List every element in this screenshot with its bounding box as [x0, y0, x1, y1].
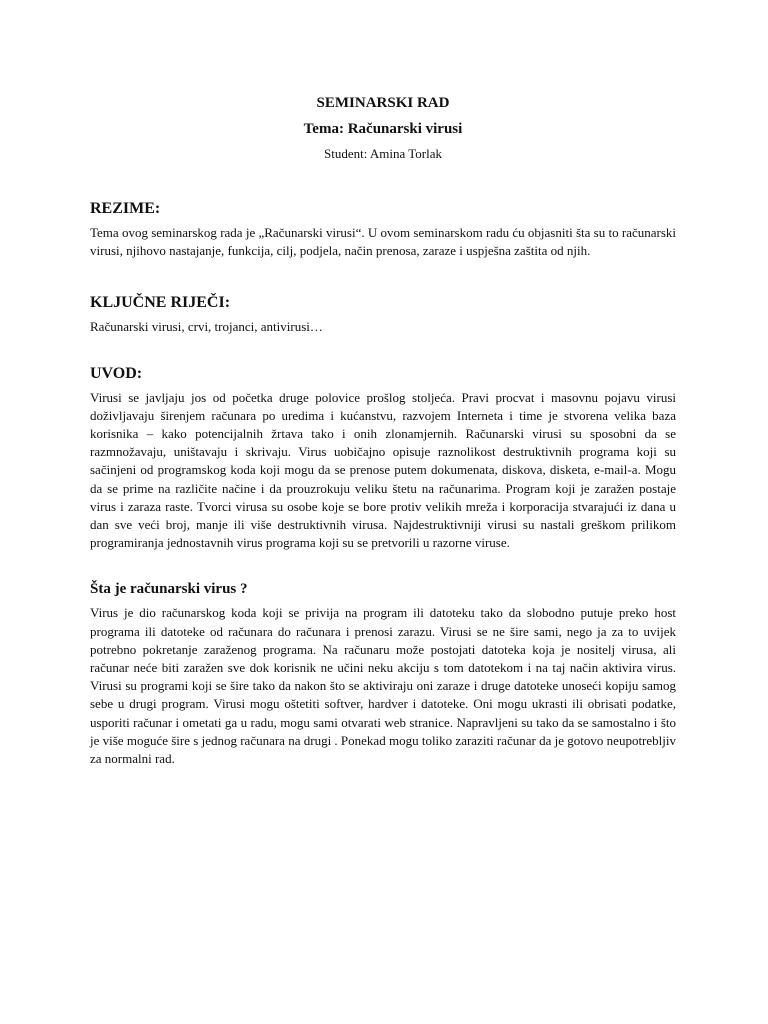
uvod-heading: UVOD: [90, 364, 143, 382]
kljucne-rijeci-text: Računarski virusi, crvi, trojanci, antivirusi… [90, 319, 323, 335]
document-subtitle: Tema: Računarski virusi [303, 121, 463, 137]
sta-je-virus-heading: Šta je računarski virus ? [90, 581, 248, 598]
document-title: SEMINARSKI RAD [316, 95, 450, 111]
document-author: Student: Amina Torlak [323, 146, 442, 161]
rezime-heading: REZIME: [90, 200, 161, 217]
kljucne-rijeci-heading: KLJUČNE RIJEČI: [90, 294, 231, 312]
rezime-text: Tema ovog seminarskog rada je „Računarski virusi“. U ovom seminarskom radu ću objasniti šta su to računarski virusi, njihovo nastajanje, funkcija, cilj, podjela, način prenosa, zaraze i uspješna zaštita od njih. [90, 225, 676, 259]
uvod-text: Virusi se javljaju jos od početka druge polovice prošlog stoljeća. Pravi procvat i masovnu pojavu virusi doživljavaju širenjem računara po uredima i kućanstvu, razvojem Interneta i time je stvorena velika baza korisnika – kako potencijalnih žrtava tako i onih zlonamjernih. Računarski virusi su sposobni da se razmnožavaju, uništavaju i skrivaju. Virus uobičajno opisuje raznolikost destruktivnih programa koji su sačinjeni od programskog koda koji mogu da se prenose putem dokumenata, diskova, disketa, e-mail-a. Mogu da se prime na različite načine i da prouzrokuju veliku štetu na računarima. Program koji je zaražen postaje virus i zaraza raste. Tvorci virusa su osobe koje se bore protiv velikih mreža i korporacija stvarajući iz dana u dan sve veći broj, manje ili više destruktivnih virusa. Najdestruktivniji virusi su nastali greškom prilikom programiranja jednostavnih virus programa koji su se pretvorili u razorne viruse. [90, 389, 676, 551]
sta-je-virus-text: Virus je dio računarskog koda koji se privija na program ili datoteku tako da slobodno putuje preko host programa ili datoteke od računara do računara i prenosi zarazu. Virusi se ne šire sami, nego ja za to uvijek potrebno pokretanje zaraženog programa. Na računaru može postojati datoteka koja je nositelj virusa, ali računar neće biti zaražen sve dok korisnik ne učini neku akciju s tom datotekom i na taj način aktivira virus. Virusi su programi koji se šire tako da nakon što se aktiviraju oni zaraze i druge datoteke unoseći kopiju samog sebe u drugi program. Virusi mogu oštetiti softver, hardver i datoteke. Oni mogu ukrasti ili obrisati podatke, usporiti računar i ometati ga u radu, mogu sami otvarati web stranice. Napravljeni su tako da se samostalno i što je više moguće šire s jednog računara na drugi . Ponekad mogu toliko zaraziti računar da je gotovo neupotrebljiv za normalni rad. [90, 605, 676, 767]
document-page [90, 92, 676, 768]
